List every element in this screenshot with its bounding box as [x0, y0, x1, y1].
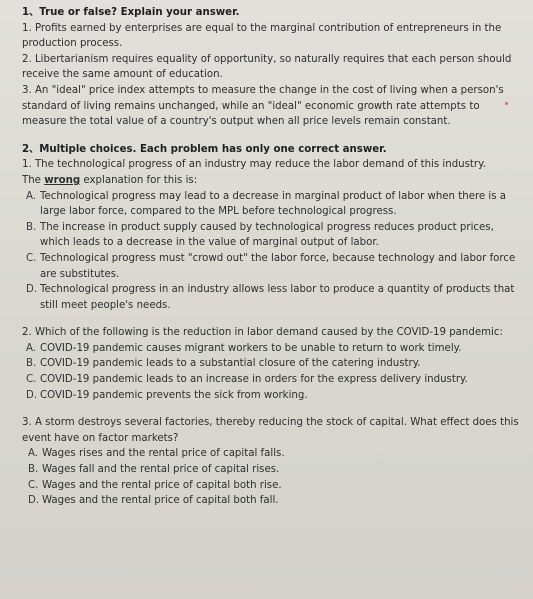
option-letter: D.: [28, 495, 40, 507]
q2-option-a[interactable]: [22, 341, 519, 357]
tf-item-1: 1. Profits earned by enterprises are equal to the marginal contribution of entrepreneurs in the production process.: [22, 22, 502, 50]
q1-stem-2: [22, 173, 519, 189]
option-text: Wages and the rental price of capital both fall.: [42, 495, 279, 507]
option-text: COVID-19 pandemic prevents the sick from working.: [40, 389, 308, 401]
q1-option-a[interactable]: [22, 189, 519, 220]
q2-stem: 2. Which of the following is the reduction in labor demand caused by the COVID-19 pandemic:: [22, 327, 503, 339]
option-text: Wages rises and the rental price of capital falls.: [42, 448, 285, 460]
ink-speck: [505, 102, 508, 105]
q1-stem-2-post: explanation for this is:: [80, 174, 198, 186]
q2-option-d[interactable]: [22, 388, 519, 404]
section-multiple-choice: [22, 142, 519, 509]
q1-option-c[interactable]: [22, 251, 519, 282]
q3-option-d[interactable]: [22, 493, 519, 509]
section-true-false: [22, 5, 519, 130]
option-letter: C.: [26, 252, 37, 264]
option-text: Wages and the rental price of capital both rise.: [42, 479, 282, 491]
option-letter: B.: [26, 358, 37, 370]
q3-stem: 3. A storm destroys several factories, thereby reducing the stock of capital. What effect does this event have on factor markets?: [22, 417, 519, 444]
option-letter: C.: [26, 374, 37, 386]
option-letter: B.: [26, 221, 37, 233]
option-letter: D.: [26, 284, 38, 296]
option-text: COVID-19 pandemic leads to a substantial closure of the catering industry.: [40, 358, 421, 370]
option-text: COVID-19 pandemic causes migrant workers to be unable to return to work timely.: [40, 342, 462, 354]
q2-option-c[interactable]: [22, 372, 519, 388]
q3-option-c[interactable]: [22, 478, 519, 494]
q3-option-b[interactable]: [22, 462, 519, 478]
q1-option-b[interactable]: [22, 220, 519, 251]
option-letter: C.: [28, 479, 39, 491]
option-letter: A.: [26, 342, 37, 354]
option-text: Technological progress may lead to a decrease in marginal product of labor when there is a large labor force, compared to the MPL before technological progress.: [40, 190, 507, 218]
option-letter: B.: [28, 464, 39, 476]
option-letter: A.: [28, 448, 39, 460]
option-text: Technological progress in an industry allows less labor to produce a quantity of products that still meet people's needs.: [40, 284, 515, 311]
option-text: Wages fall and the rental price of capital rises.: [42, 464, 280, 476]
section1-heading: 1、True or false? Explain your answer.: [22, 7, 240, 18]
tf-item-3: 3. An "ideal" price index attempts to measure the change in the cost of living when a person's standard of living remains unchanged, while an "ideal" economic growth rate attempts to measure the total value of a country's output when all price levels remain constant.: [22, 84, 504, 128]
option-text: COVID-19 pandemic leads to an increase in orders for the express delivery industry.: [40, 374, 468, 386]
option-letter: A.: [26, 190, 37, 202]
q3-option-a[interactable]: [22, 446, 519, 462]
option-text: The increase in product supply caused by technological progress reduces product prices, which leads to a decrease in the value of marginal output of labor.: [40, 221, 494, 249]
section2-heading: 2、Multiple choices. Each problem has only one correct answer.: [22, 143, 387, 155]
q1-stem: 1. The technological progress of an industry may reduce the labor demand of this industry.: [22, 159, 486, 171]
q1-stem-2-pre: The: [22, 174, 45, 186]
option-letter: D.: [26, 389, 38, 401]
tf-item-2: 2. Libertarianism requires equality of opportunity, so naturally requires that each person should receive the same amount of education.: [22, 53, 512, 81]
q2-option-b[interactable]: [22, 356, 519, 372]
q1-option-d[interactable]: [22, 282, 519, 313]
q1-stem-2-emphasis: wrong: [44, 174, 81, 186]
option-text: Technological progress must "crowd out" the labor force, because technology and labor force are substitutes.: [40, 252, 516, 280]
